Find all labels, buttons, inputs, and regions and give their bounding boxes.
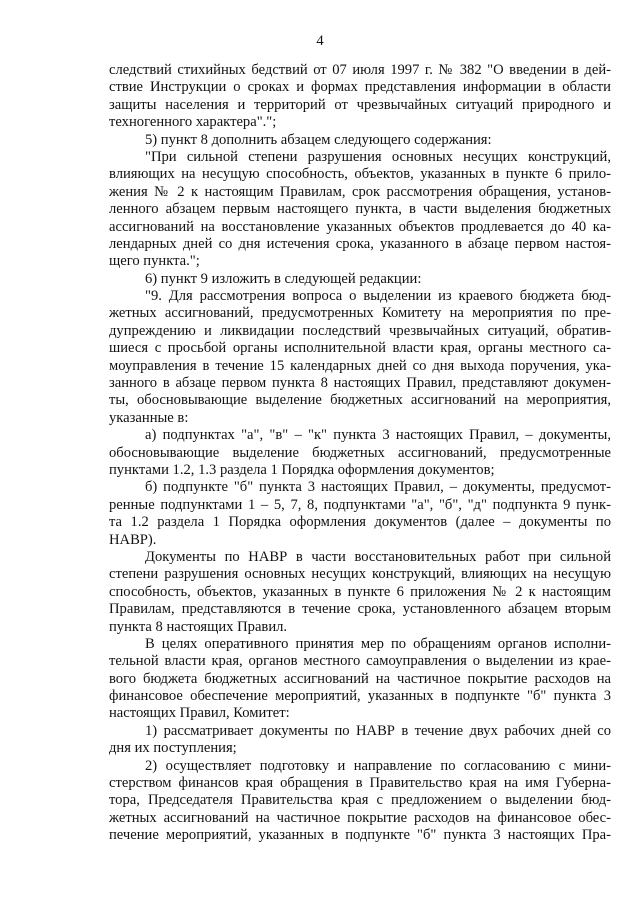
- text-line: 6) пункт 9 изложить в следующей редакции:: [145, 270, 422, 287]
- text-line: печение мероприятий, указанных в подпункте "б" пункта 3 настоящих Пра-: [109, 827, 611, 844]
- text-line: "9. Для рассмотрения вопроса о выделении из краевого бюджета бюд-: [145, 288, 611, 305]
- text-line: Правилам, представляются в течение срока, установленного абзацем вторым: [109, 601, 611, 618]
- text-line: 1) рассматривает документы по НАВР в течение двух рабочих дней со: [145, 722, 611, 739]
- text-line: защиты населения и территорий от чрезвычайных ситуаций природного и: [109, 96, 611, 113]
- text-line: финансовое обеспечение мероприятий, указанных в подпункте "б" пункта 3: [109, 688, 611, 705]
- text-line: жения № 2 к настоящим Правилам, срок рассмотрения обращения, установ-: [109, 183, 611, 200]
- text-line: Документы по НАВР в части восстановительных работ при сильной: [145, 548, 611, 565]
- text-line: В целях оперативного принятия мер по обращениям органов исполни-: [145, 635, 611, 652]
- text-line: тора, Председателя Правительства края с предложением о выделении бюд-: [109, 792, 611, 809]
- text-line: обосновывающие выделение бюджетных ассигнований, предусмотренные: [109, 444, 611, 461]
- text-line: влияющих на несущую способность, объектов, указанных в пункте 6 прило-: [109, 166, 611, 183]
- text-line: НАВР).: [109, 531, 157, 548]
- text-line: следствий стихийных бедствий от 07 июля 1997 г. № 382 "О введении в дей-: [109, 62, 611, 78]
- text-line: пункта 8 настоящих Правил.: [109, 618, 288, 635]
- text-line: стерством финансов края обращения в Правительство края на имя Губерна-: [109, 775, 611, 792]
- text-line: жетных ассигнований на частичное покрытие расходов на финансовое обес-: [109, 809, 611, 826]
- text-line: ренные подпунктами 1 – 5, 7, 8, подпунктами "а", "б", "д" подпункта 9 пунк-: [109, 496, 611, 513]
- text-line: жетных ассигнований, предусмотренных Комитету на мероприятия по пре-: [109, 305, 611, 322]
- text-line: тельной власти края, органов местного самоуправления о выделении из крае-: [109, 653, 611, 670]
- page-number: 4: [316, 33, 324, 49]
- text-line: настоящих Правил, Комитет:: [109, 705, 290, 722]
- text-line: 5) пункт 8 дополнить абзацем следующего содержания:: [145, 131, 492, 148]
- text-line: дупреждению и ликвидации последствий чрезвычайных ситуаций, обратив-: [109, 322, 611, 339]
- text-line: щего пункта.";: [109, 253, 200, 270]
- text-line: ты, обосновывающие выделение бюджетных ассигнований на мероприятия,: [109, 392, 611, 409]
- text-line: степени разрушения основных несущих конструкций, влияющих на несущую: [109, 566, 611, 583]
- text-line: моуправления в течение 15 календарных дней со дня выхода поручения, ука-: [109, 357, 611, 374]
- text-line: вого бюджета бюджетных ассигнований на частичное покрытие расходов на: [109, 670, 611, 687]
- document-body: [109, 62, 611, 845]
- text-line: занного в абзаце первом пункта 8 настоящих Правил, представляют докумен-: [109, 375, 611, 392]
- text-line: а) подпунктах "а", "в" – "к" пункта 3 настоящих Правил, – документы,: [145, 427, 611, 444]
- text-line: ассигнований на восстановление указанных объектов продлевается до 40 ка-: [109, 218, 611, 235]
- text-line: пунктами 1.2, 1.3 раздела 1 Порядка оформления документов;: [109, 461, 495, 478]
- text-line: шиеся с просьбой органы исполнительной власти края, органы местного са-: [109, 340, 611, 357]
- text-line: дня их поступления;: [109, 740, 237, 757]
- text-line: та 1.2 раздела 1 Порядка оформления документов (далее – документы по: [109, 514, 611, 531]
- text-line: лендарных дней со дня истечения срока, указанного в абзаце первом настоя-: [109, 235, 611, 252]
- text-line: указанные в:: [109, 409, 189, 426]
- text-line: ствие Инструкции о сроках и формах представления информации в области: [109, 79, 611, 96]
- text-line: ленного абзацем первым настоящего пункта, в части выделения бюджетных: [109, 201, 611, 218]
- text-line: способность, объектов, указанных в пункте 6 приложения № 2 к настоящим: [109, 583, 611, 600]
- text-line: техногенного характера".";: [109, 114, 277, 131]
- text-line: 2) осуществляет подготовку и направление по согласованию с мини-: [145, 757, 611, 774]
- text-line: б) подпункте "б" пункта 3 настоящих Правил, – документы, предусмот-: [145, 479, 611, 496]
- text-line: "При сильной степени разрушения основных несущих конструкций,: [145, 148, 611, 165]
